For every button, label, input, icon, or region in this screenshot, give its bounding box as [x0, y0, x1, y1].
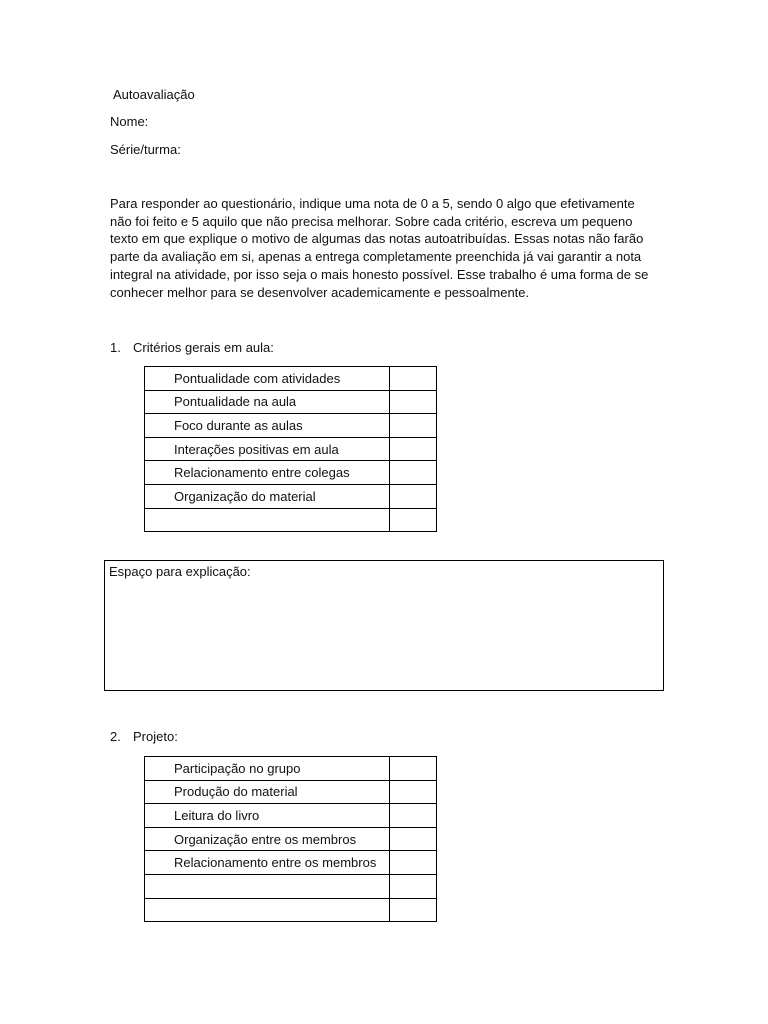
score-cell[interactable]: [390, 461, 437, 485]
section-1-heading: [110, 340, 274, 355]
table-row: [145, 461, 437, 485]
table-row: [145, 757, 437, 781]
criterion-label: Participação no grupo: [145, 757, 390, 781]
explanation-label: Espaço para explicação:: [109, 564, 251, 579]
table-row: [145, 390, 437, 414]
criterion-label: Relacionamento entre os membros: [145, 851, 390, 875]
score-cell[interactable]: [390, 414, 437, 438]
criterion-label: Foco durante as aulas: [145, 414, 390, 438]
criterion-label[interactable]: [145, 874, 390, 898]
criterion-label: Organização do material: [145, 484, 390, 508]
criterion-label: Produção do material: [145, 780, 390, 804]
section-1-table: [144, 366, 437, 532]
table-row: [145, 874, 437, 898]
criterion-label: Relacionamento entre colegas: [145, 461, 390, 485]
section-2-number: 2.: [110, 729, 121, 744]
table-row: [145, 804, 437, 828]
section-2-table: [144, 756, 437, 922]
score-cell[interactable]: [390, 874, 437, 898]
score-cell[interactable]: [390, 757, 437, 781]
table-row: [145, 367, 437, 391]
score-cell[interactable]: [390, 780, 437, 804]
score-cell[interactable]: [390, 367, 437, 391]
table-row: [145, 780, 437, 804]
instructions-paragraph: Para responder ao questionário, indique uma nota de 0 a 5, sendo 0 algo que efetivamente não foi feito e 5 aquilo que não precisa melhorar. Sobre cada critério, escreva um pequeno texto em que explique o motivo de algumas das notas autoatribuídas. Essas notas não farão parte da avaliação em si, apenas a entrega completamente preenchida já vai garantir a nota integral na atividade, por isso seja o mais honesto possível. Esse trabalho é uma forma de se conhecer melhor para se desenvolver academicamente e pessoalmente.: [110, 196, 649, 300]
explanation-box[interactable]: [104, 560, 664, 691]
section-1-number: 1.: [110, 340, 121, 355]
table-row: [145, 898, 437, 922]
table-row: [145, 484, 437, 508]
name-field-label: Nome:: [110, 114, 149, 129]
criterion-label: Leitura do livro: [145, 804, 390, 828]
table-row: [145, 414, 437, 438]
criterion-label[interactable]: [145, 508, 390, 532]
table-row: [145, 851, 437, 875]
table-row: [145, 827, 437, 851]
section-2-heading: [110, 729, 178, 744]
criterion-label: Organização entre os membros: [145, 827, 390, 851]
score-cell[interactable]: [390, 898, 437, 922]
document-title: Autoavaliação: [113, 87, 195, 102]
class-field-label: Série/turma:: [110, 142, 181, 157]
score-cell[interactable]: [390, 390, 437, 414]
score-cell[interactable]: [390, 508, 437, 532]
criterion-label[interactable]: [145, 898, 390, 922]
score-cell[interactable]: [390, 484, 437, 508]
table-row: [145, 437, 437, 461]
score-cell[interactable]: [390, 851, 437, 875]
criterion-label: Pontualidade com atividades: [145, 367, 390, 391]
table-row: [145, 508, 437, 532]
section-1-title: Critérios gerais em aula:: [133, 340, 274, 355]
criterion-label: Interações positivas em aula: [145, 437, 390, 461]
score-cell[interactable]: [390, 437, 437, 461]
score-cell[interactable]: [390, 827, 437, 851]
section-2-title: Projeto:: [133, 729, 178, 744]
criterion-label: Pontualidade na aula: [145, 390, 390, 414]
score-cell[interactable]: [390, 804, 437, 828]
